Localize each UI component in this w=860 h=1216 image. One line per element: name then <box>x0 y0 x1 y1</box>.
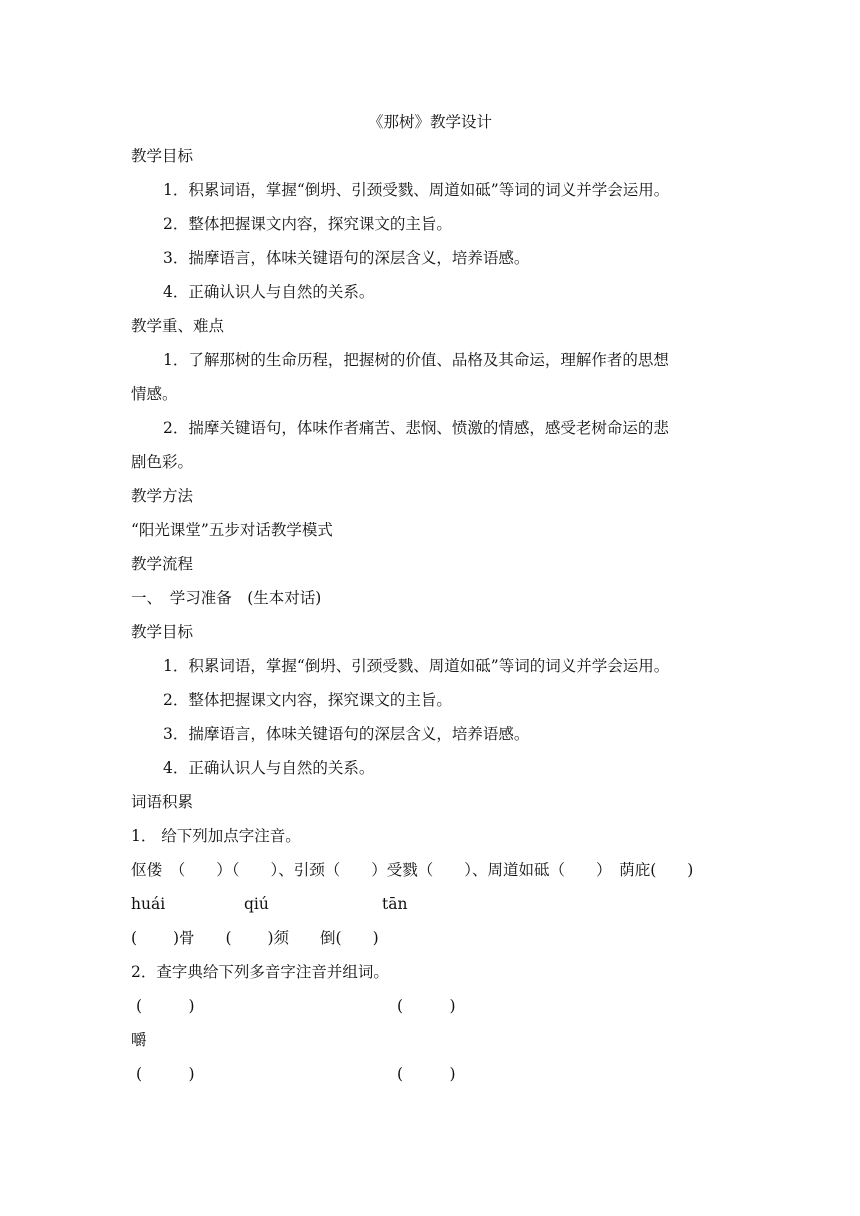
objective-item-2: 2．整体把握课文内容，探究课文的主旨。 <box>163 215 452 233</box>
objective2-item-3: 3．揣摩语言，体味关键语句的深层含义，培养语感。 <box>163 725 530 743</box>
objective-item-3: 3．揣摩语言，体味关键语句的深层含义，培养语感。 <box>163 249 530 267</box>
objective-item-1: 1．积累词语，掌握“倒坍、引颈受戮、周道如砥”等词的词义并学会运用。 <box>163 181 670 199</box>
objective2-item-1: 1．积累词语，掌握“倒坍、引颈受戮、周道如砥”等词的词义并学会运用。 <box>163 657 670 675</box>
vocab-heading: 词语积累 <box>131 793 194 811</box>
method-heading: 教学方法 <box>131 487 194 505</box>
key-point-1-line-2: 情感。 <box>131 385 178 403</box>
process-heading: 教学流程 <box>131 555 194 573</box>
answer-blank-3: ( ) <box>136 1065 195 1083</box>
key-point-2-line-1: 2．揣摩关键语句，体味作者痛苦、悲悯、愤激的情感，感受老树命运的悲 <box>163 419 669 437</box>
method-text: “阳光课堂”五步对话教学模式 <box>131 521 333 539</box>
key-point-2-line-2: 剧色彩。 <box>131 453 194 471</box>
document-title: 《那树》教学设计 <box>367 113 492 131</box>
question-1-line-1: 伛偻 （ ）（ ）、引颈（ ）受戮（ ）、周道如砥（ ） 荫庇( ) <box>131 861 694 879</box>
objective2-item-4: 4．正确认识人与自然的关系。 <box>163 759 375 777</box>
pinyin-tan: tān <box>382 895 408 913</box>
step-1-heading: 一、 学习准备 (生本对话) <box>131 589 322 607</box>
key-points-heading: 教学重、难点 <box>131 317 225 335</box>
pinyin-huai: huái <box>131 895 166 913</box>
objective-item-4: 4．正确认识人与自然的关系。 <box>163 283 375 301</box>
question-1-line-3: ( )骨 ( )须 倒( ) <box>131 929 379 947</box>
objectives2-heading: 教学目标 <box>131 623 194 641</box>
answer-blank-4: ( ) <box>397 1065 456 1083</box>
answer-blank-2: ( ) <box>397 997 456 1015</box>
question-2: 2．查字典给下列多音字注音并组词。 <box>131 963 389 981</box>
question-1: 1． 给下列加点字注音。 <box>131 827 301 845</box>
objective2-item-2: 2．整体把握课文内容，探究课文的主旨。 <box>163 691 452 709</box>
pinyin-qiu: qiú <box>244 895 269 913</box>
key-point-1-line-1: 1．了解那树的生命历程，把握树的价值、品格及其命运，理解作者的思想 <box>163 351 669 369</box>
objectives-heading: 教学目标 <box>131 147 194 165</box>
polyphone-character: 嚼 <box>131 1031 147 1049</box>
answer-blank-1: ( ) <box>136 997 195 1015</box>
